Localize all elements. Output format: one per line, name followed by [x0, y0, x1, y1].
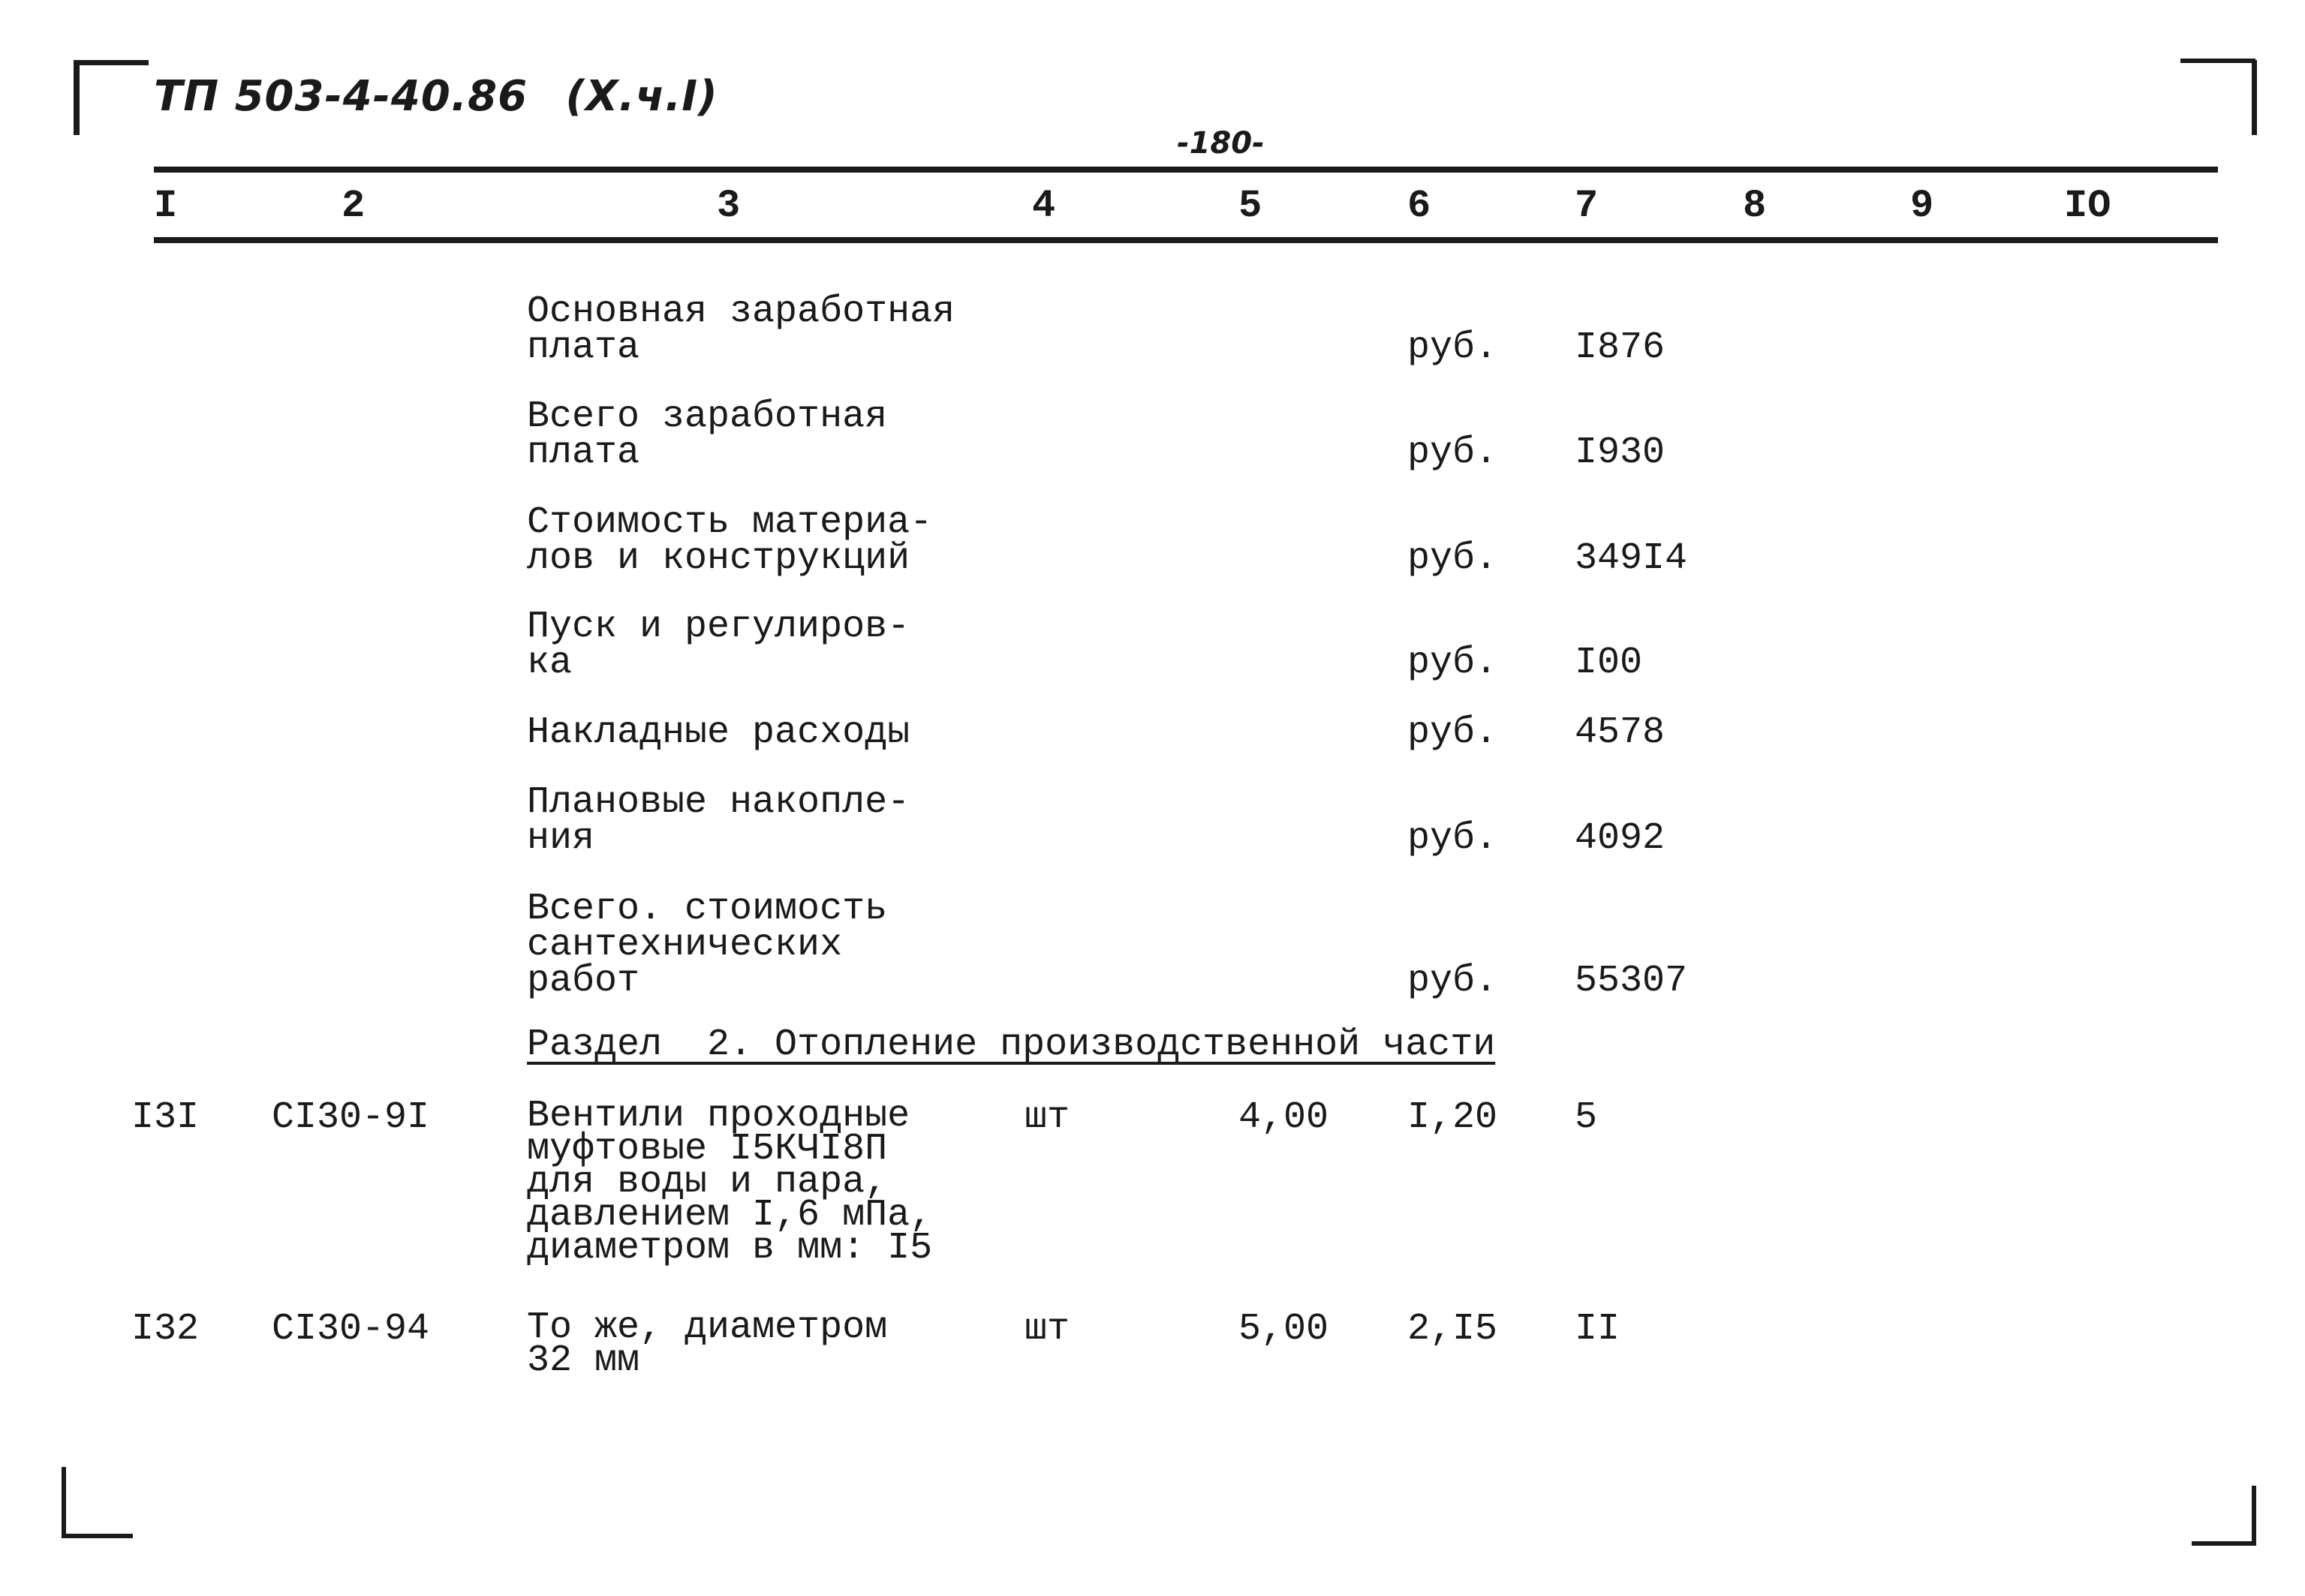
section-title: Раздел 2. Отопление производственной части [527, 1023, 1496, 1066]
summary-unit-overhead: руб. [1407, 711, 1498, 754]
corner-mark-bottom-right [2252, 1486, 2256, 1546]
column-number-10: IO [2064, 184, 2111, 228]
summary-value-total-wage: I930 [1575, 431, 1666, 474]
item-quantity: 4,00 [1238, 1096, 1329, 1139]
corner-mark-bottom-right-h [2192, 1541, 2256, 1546]
summary-value-materials: 349I4 [1575, 537, 1688, 580]
item-total: 5 [1575, 1096, 1598, 1139]
item-description: Вентили проходные муфтовые I5КЧI8П для воды и пара, давлением I,6 мПа, диаметром в мм: I5 [527, 1095, 933, 1270]
column-number-8: 8 [1743, 184, 1767, 228]
header-rule-bottom [154, 237, 2218, 243]
corner-mark-top-right-h [2180, 59, 2255, 63]
summary-value-planned-savings: 4092 [1575, 817, 1666, 860]
summary-text-overhead: Накладные расходы [527, 711, 910, 754]
corner-mark-top-left [74, 60, 80, 135]
document-code [154, 72, 718, 121]
corner-mark-bottom-left-h [62, 1534, 133, 1538]
volume-ref: (Ⅹ.ч.Ⅰ) [565, 72, 718, 121]
summary-value-overhead: 4578 [1575, 711, 1666, 754]
corner-mark-bottom-left [62, 1467, 66, 1538]
item-description: То же, диаметром 32 мм [527, 1306, 888, 1382]
summary-unit-materials: руб. [1407, 537, 1498, 580]
item-number: I32 [131, 1308, 200, 1351]
item-code: CI30-94 [272, 1308, 430, 1351]
summary-text-commissioning: Пуск и регулиров- ка [527, 606, 910, 684]
summary-unit-total-cost: руб. [1407, 960, 1498, 1002]
doc-code-text: ТП 503-4-40.86 [154, 72, 528, 121]
summary-value-commissioning: I00 [1575, 642, 1643, 684]
column-number-2: 2 [342, 184, 366, 228]
summary-text-planned-savings: Плановые накопле- ния [527, 781, 910, 860]
corner-mark-top-left-h [74, 60, 149, 65]
column-number-6: 6 [1407, 184, 1431, 228]
summary-value-total-cost: 55307 [1575, 960, 1688, 1002]
item-price: 2,I5 [1407, 1308, 1498, 1351]
column-number-4: 4 [1032, 184, 1056, 228]
column-number-9: 9 [1910, 184, 1934, 228]
item-unit: шт [1025, 1308, 1070, 1351]
column-number-3: 3 [717, 184, 741, 228]
summary-text-materials: Стоимость материа- лов и конструкций [527, 501, 933, 580]
item-number: I3I [131, 1096, 200, 1139]
summary-unit-planned-savings: руб. [1407, 817, 1498, 860]
column-number-5: 5 [1238, 184, 1262, 228]
item-unit: шт [1025, 1096, 1070, 1139]
summary-unit-base-wage: руб. [1407, 326, 1498, 369]
summary-text-total-cost: Всего. стоимость сантехнических работ [527, 888, 888, 1002]
page-number: -180- [1177, 126, 1265, 161]
item-code: CI30-9I [272, 1096, 430, 1139]
summary-unit-commissioning: руб. [1407, 642, 1498, 684]
item-total: II [1575, 1308, 1620, 1351]
column-number-1: I [154, 184, 178, 228]
summary-value-base-wage: I876 [1575, 326, 1666, 369]
header-rule-top [154, 167, 2218, 173]
column-number-7: 7 [1575, 184, 1599, 228]
summary-text-total-wage: Всего заработная плата [527, 395, 888, 474]
item-price: I,20 [1407, 1096, 1498, 1139]
summary-unit-total-wage: руб. [1407, 431, 1498, 474]
summary-text-base-wage: Основная заработная плата [527, 290, 955, 369]
item-quantity: 5,00 [1238, 1308, 1329, 1351]
corner-mark-top-right [2252, 60, 2257, 135]
